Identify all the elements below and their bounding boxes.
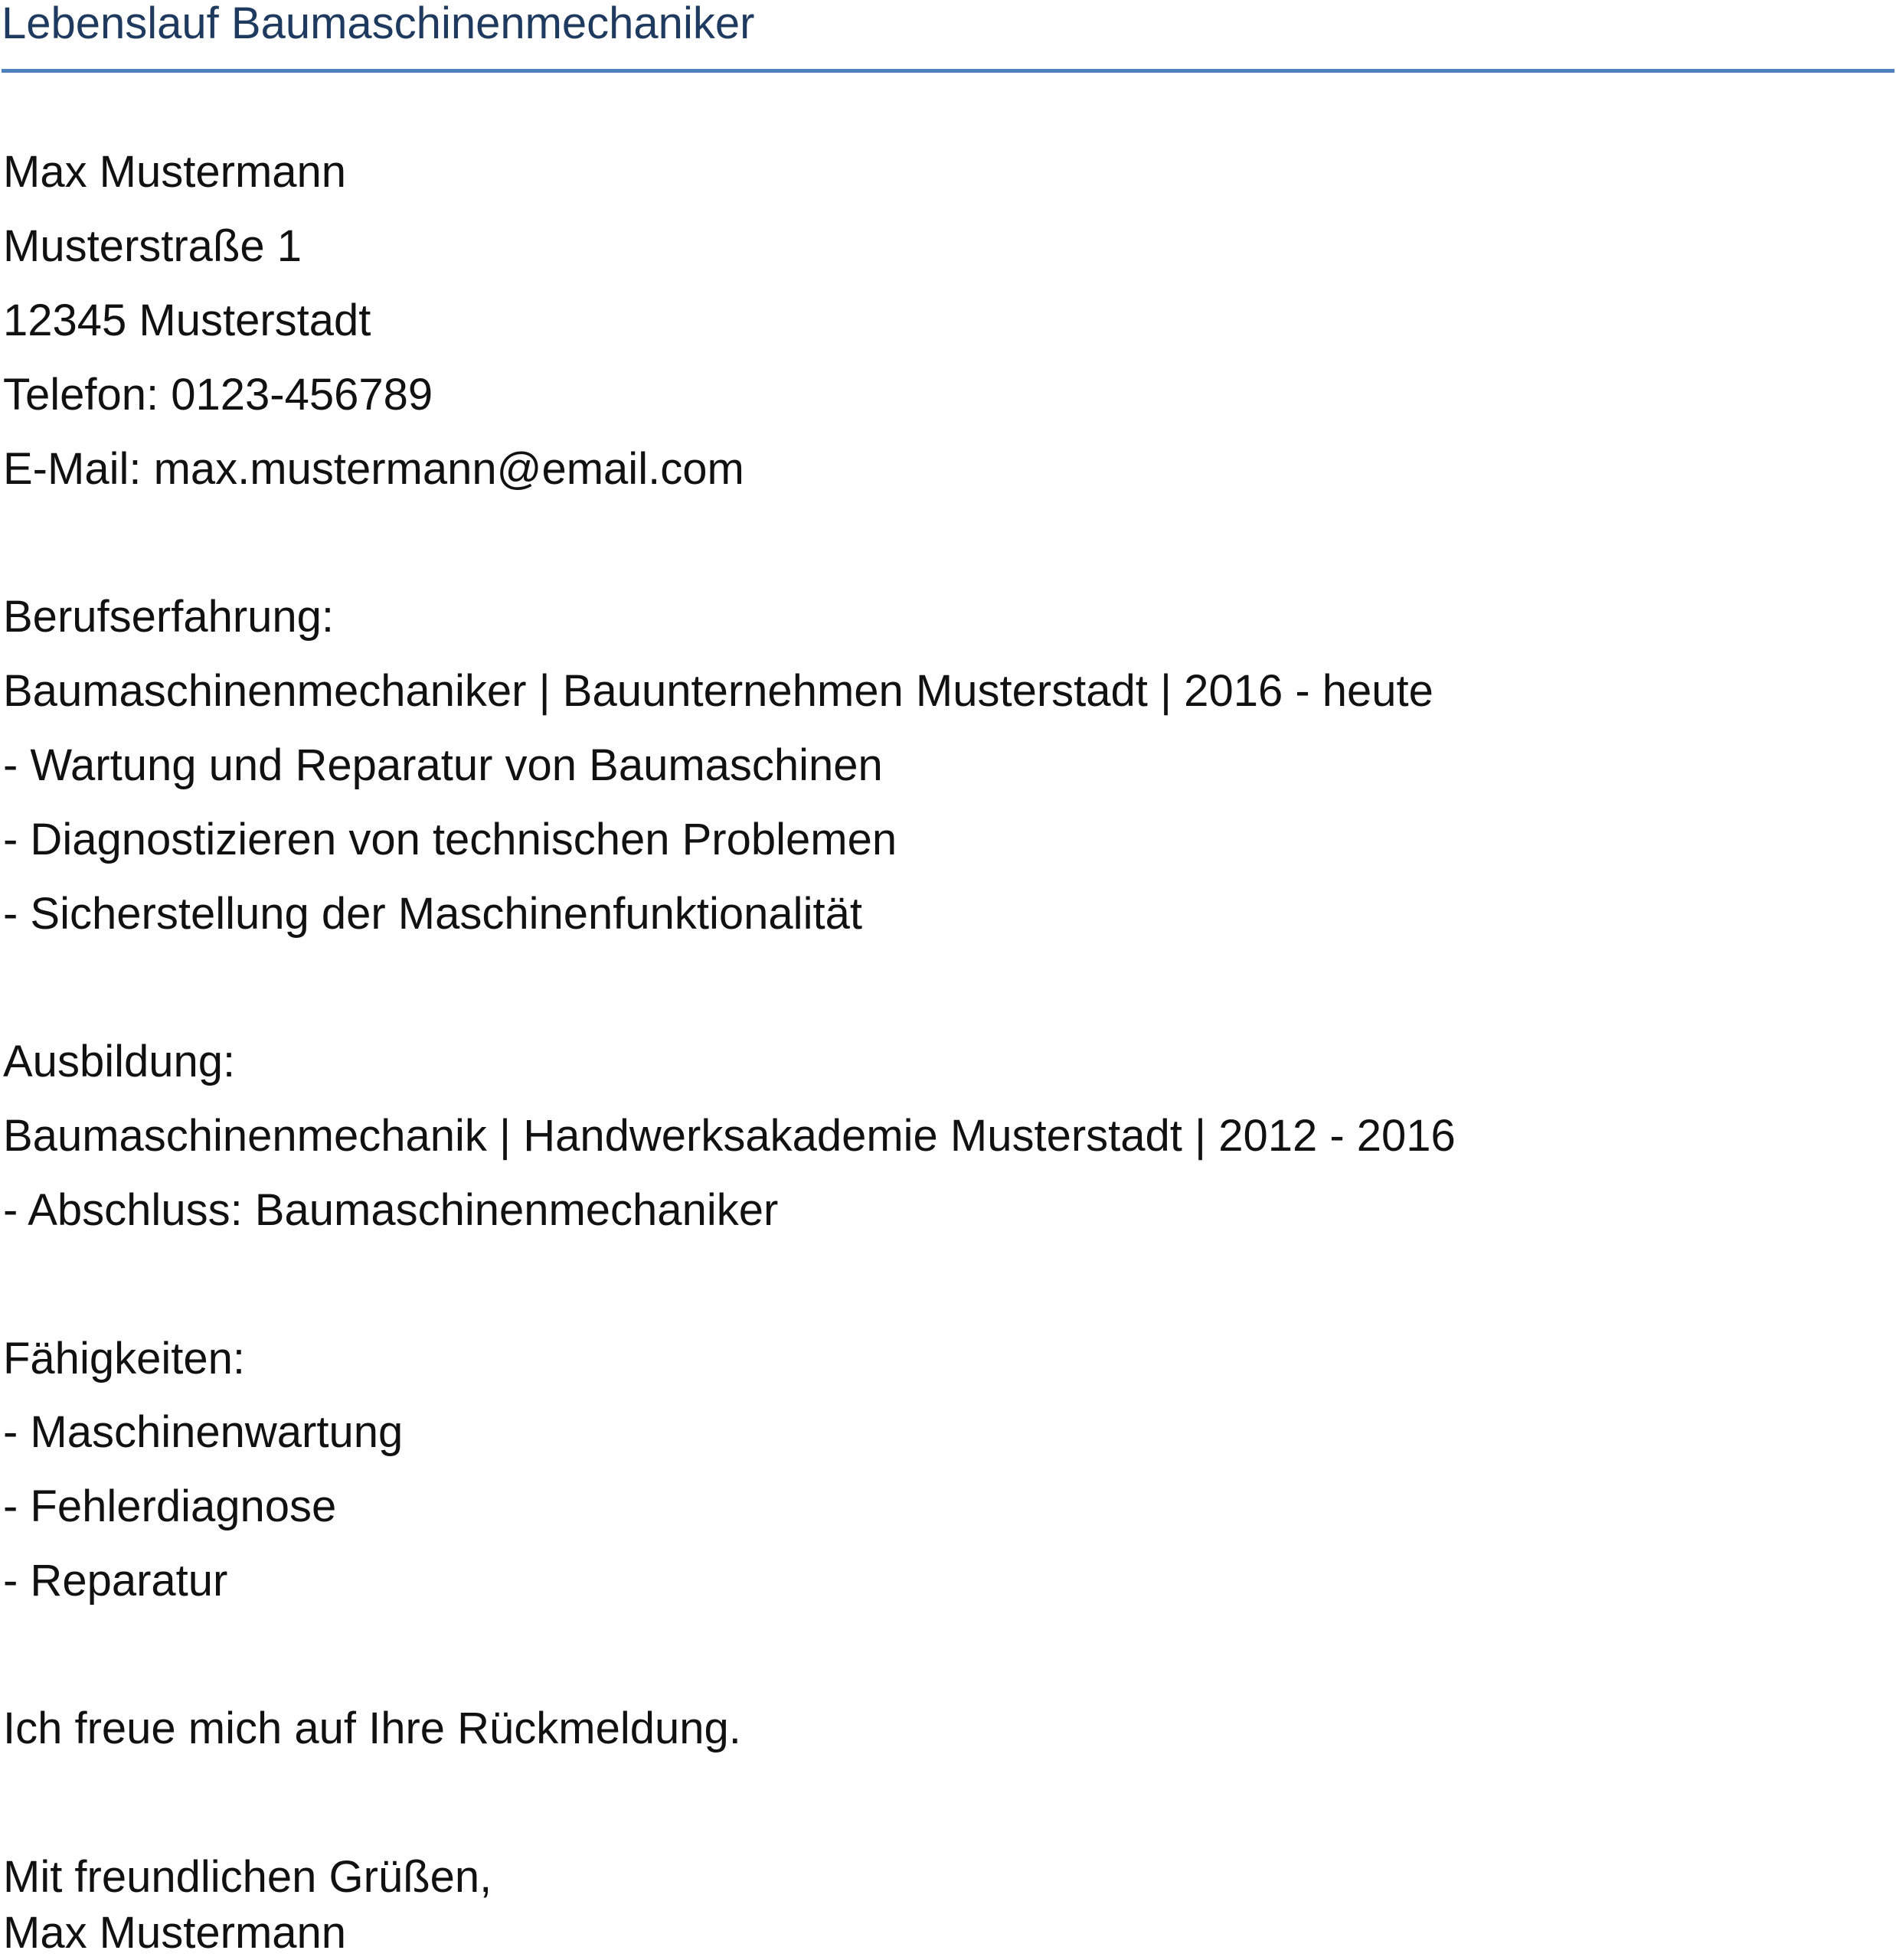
title-underline-rule — [2, 69, 1894, 73]
contact-email: E-Mail: max.mustermann@email.com — [3, 444, 744, 494]
closing-greeting: Mit freundlichen Grüßen, — [3, 1852, 492, 1902]
experience-item: - Wartung und Reparatur von Baumaschinen — [3, 740, 883, 790]
education-heading: Ausbildung: — [3, 1037, 236, 1086]
skills-item: - Maschinenwartung — [3, 1407, 404, 1457]
closing-signature: Max Mustermann — [3, 1908, 347, 1958]
education-item: - Abschluss: Baumaschinenmechaniker — [3, 1185, 779, 1235]
skills-item: - Reparatur — [3, 1556, 228, 1606]
closing-line: Ich freue mich auf Ihre Rückmeldung. — [3, 1704, 741, 1753]
experience-heading: Berufserfahrung: — [3, 592, 335, 642]
contact-street: Musterstraße 1 — [3, 221, 302, 271]
contact-phone: Telefon: 0123-456789 — [3, 370, 433, 420]
skills-item: - Fehlerdiagnose — [3, 1481, 337, 1531]
experience-item: - Diagnostizieren von technischen Problemen — [3, 815, 897, 864]
contact-name: Max Mustermann — [3, 147, 347, 197]
skills-heading: Fähigkeiten: — [3, 1334, 245, 1383]
contact-city: 12345 Musterstadt — [3, 296, 371, 345]
document-title: Lebenslauf Baumaschinenmechaniker — [2, 0, 755, 48]
experience-entry: Baumaschinenmechaniker | Bauunternehmen Musterstadt | 2016 - heute — [3, 666, 1433, 716]
experience-item: - Sicherstellung der Maschinenfunktionalität — [3, 889, 862, 939]
education-entry: Baumaschinenmechanik | Handwerksakademie Musterstadt | 2012 - 2016 — [3, 1111, 1456, 1161]
